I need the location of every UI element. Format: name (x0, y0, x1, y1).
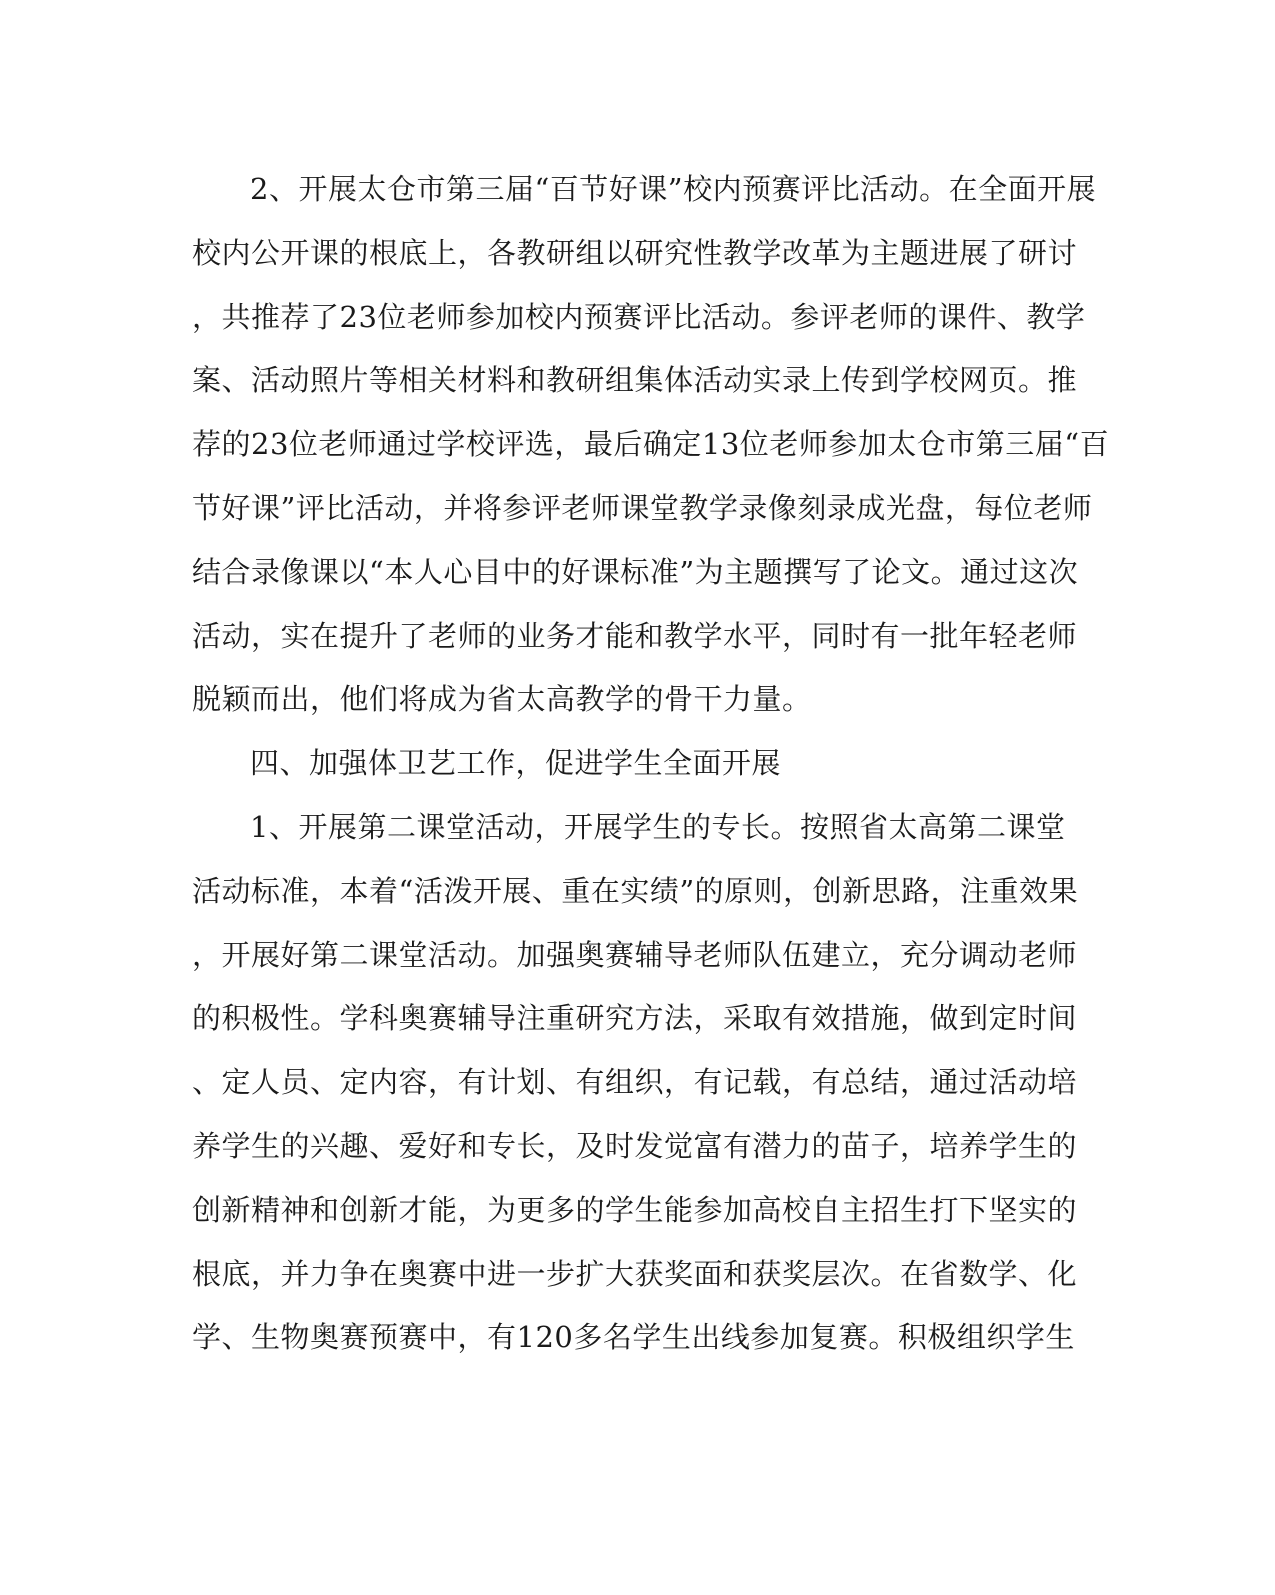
text-line: 活动，实在提升了老师的业务才能和教学水平，同时有一批年轻老师 (192, 618, 1078, 653)
text-line: 学、生物奥赛预赛中，有120多名学生出线参加复赛。积极组织学生 (192, 1320, 1075, 1355)
text-line: 、定人员、定内容，有计划、有组织，有记载，有总结，通过活动培 (192, 1065, 1078, 1100)
text-line: 根底，并力争在奥赛中进一步扩大获奖面和获奖层次。在省数学、化 (192, 1256, 1078, 1291)
section-heading: 四、加强体卫艺工作，促进学生全面开展 (250, 746, 782, 781)
text-line: 荐的23位老师通过学校评选，最后确定13位老师参加太仓市第三届“百 (192, 427, 1110, 462)
text-line: 养学生的兴趣、爱好和专长，及时发觉富有潜力的苗子，培养学生的 (192, 1128, 1078, 1163)
text-line: 结合录像课以“本人心目中的好课标准”为主题撰写了论文。通过这次 (192, 554, 1079, 589)
text-line: 的积极性。学科奥赛辅导注重研究方法，采取有效措施，做到定时间 (192, 1001, 1078, 1036)
text-line: ，开展好第二课堂活动。加强奥赛辅导老师队伍建立，充分调动老师 (192, 937, 1078, 972)
text-line: 节好课”评比活动，并将参评老师课堂教学录像刻录成光盘，每位老师 (192, 490, 1093, 525)
text-line: 脱颖而出，他们将成为省太高教学的骨干力量。 (192, 682, 812, 717)
text-line: 活动标准，本着“活泼开展、重在实绩”的原则，创新思路，注重效果 (192, 873, 1079, 908)
text-line: 案、活动照片等相关材料和教研组集体活动实录上传到学校网页。推 (192, 363, 1078, 398)
document-body (192, 158, 1110, 1370)
text-line: 1、开展第二课堂活动，开展学生的专长。按照省太高第二课堂 (250, 809, 1066, 844)
text-line: 2、开展太仓市第三届“百节好课”校内预赛评比活动。在全面开展 (250, 172, 1097, 206)
text-line: 校内公开课的根底上，各教研组以研究性教学改革为主题进展了研讨 (192, 235, 1078, 270)
text-line: 创新精神和创新才能，为更多的学生能参加高校自主招生打下坚实的 (192, 1192, 1078, 1227)
text-line: ，共推荐了23位老师参加校内预赛评比活动。参评老师的课件、教学 (192, 299, 1086, 334)
